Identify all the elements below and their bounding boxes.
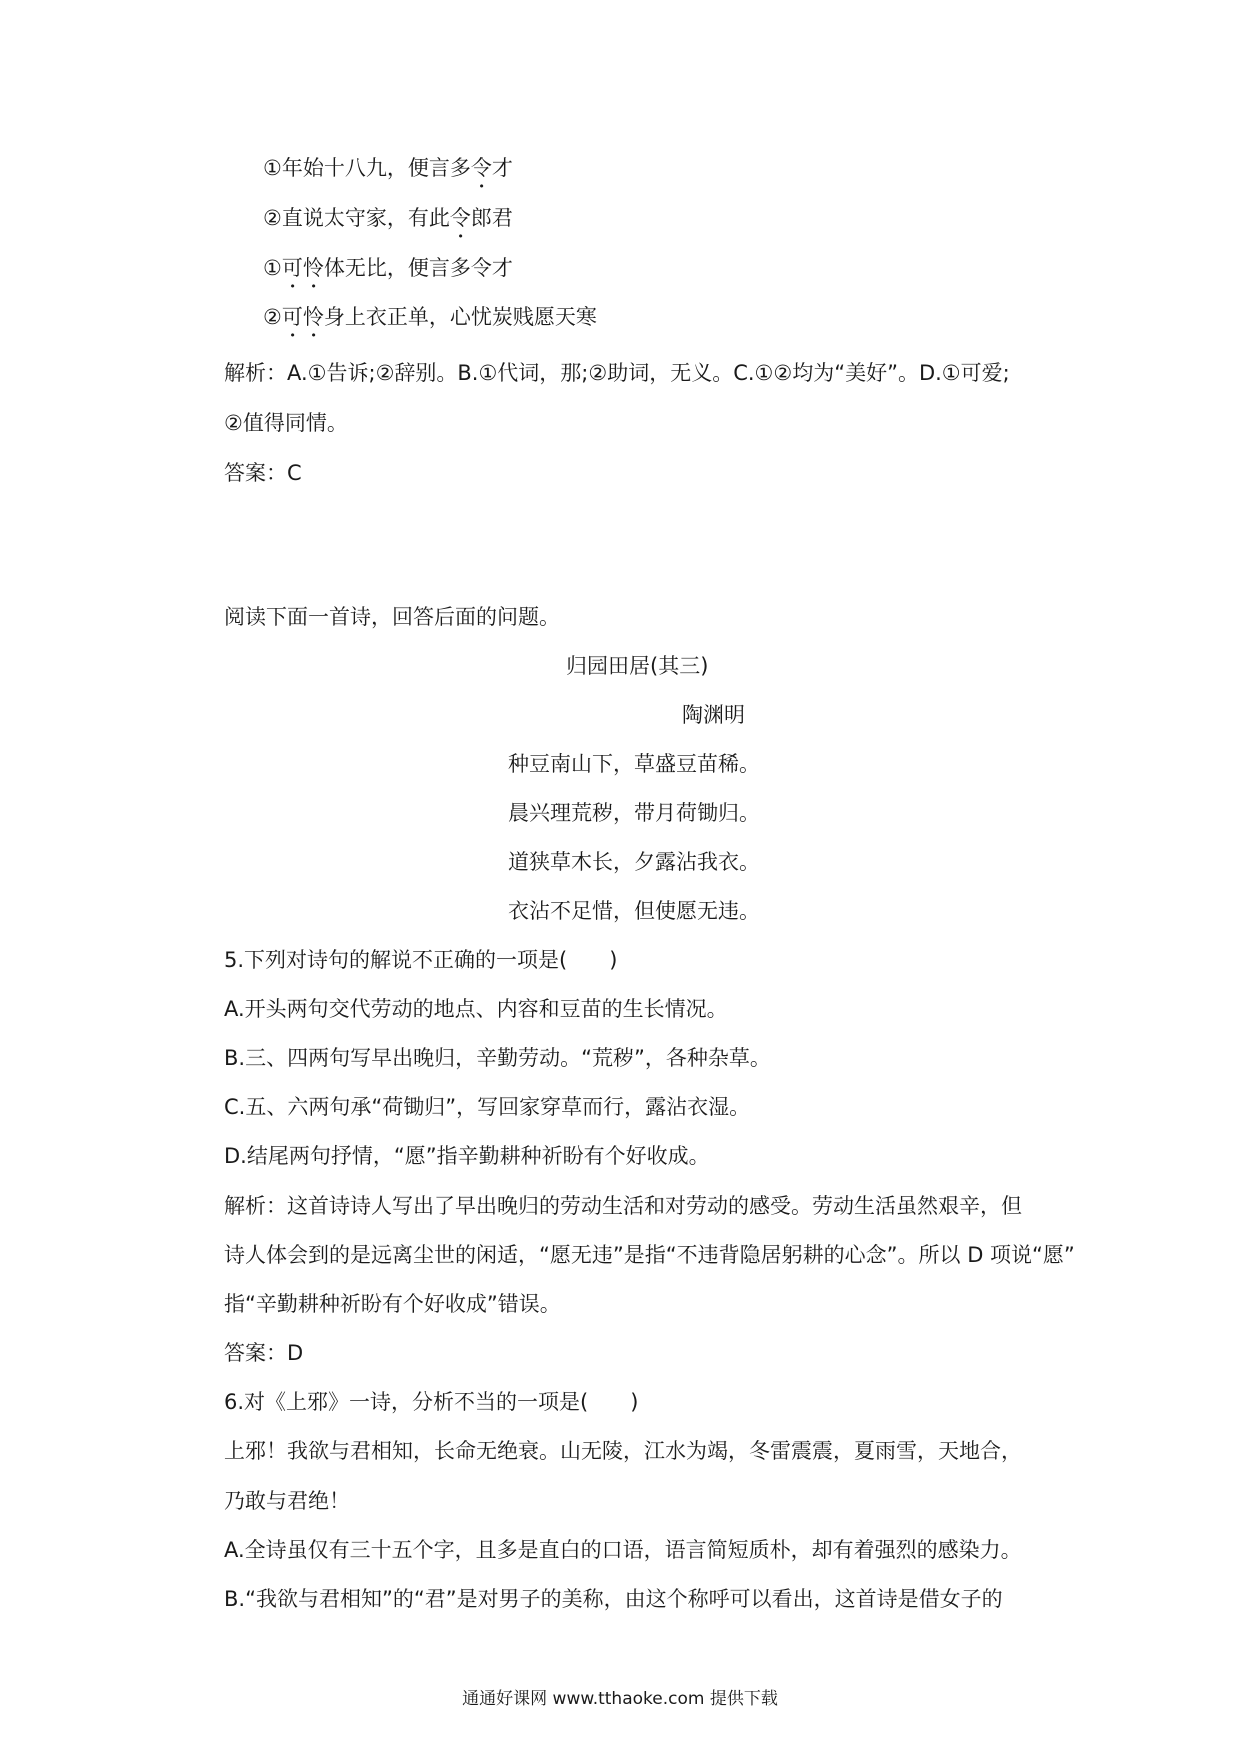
- option-c1-post: 才: [491, 156, 513, 180]
- option-d2-dot: 可怜: [281, 305, 324, 329]
- option-c2-dot: 令: [449, 206, 471, 230]
- q5-analysis-line3: 指“辛勤耕种祈盼有个好收成”错误。: [224, 1292, 561, 1316]
- option-d2: [263, 302, 597, 342]
- q5-analysis-line1: 解析：这首诗诗人写出了早出晚归的劳动生活和对劳动的感受。劳动生活虽然艰辛，但: [224, 1194, 1022, 1218]
- poem-line-3: 道狭草木长，夕露沾我衣。: [508, 850, 760, 874]
- q4-analysis-line1: 解析：A.①告诉;②辞别。B.①代词，那;②助词，无义。C.①②均为“美好”。D.①可爱;: [224, 361, 1010, 385]
- q5-analysis-line2: 诗人体会到的是远离尘世的闲适，“愿无违”是指“不违背隐居躬耕的心念”。所以 D 项说“愿”: [224, 1243, 1075, 1267]
- poem-line-2: 晨兴理荒秽，带月荷锄归。: [508, 801, 760, 825]
- q4-answer: 答案：C: [224, 461, 302, 485]
- q6-stem: 6.对《上邪》一诗，分析不当的一项是( ): [224, 1390, 639, 1414]
- option-c1-dot: 令: [470, 156, 492, 180]
- q5-answer: 答案：D: [224, 1341, 304, 1365]
- option-d1-dot: 可怜: [281, 256, 324, 280]
- option-c1-pre: ①年始十八九，便言多: [263, 156, 471, 180]
- poem-author: 陶渊明: [682, 703, 745, 727]
- option-c2-pre: ②直说太守家，有此: [263, 206, 450, 230]
- q5-option-d: D.结尾两句抒情，“愿”指辛勤耕种祈盼有个好收成。: [224, 1144, 710, 1168]
- q6-poem-line2: 乃敢与君绝！: [224, 1489, 350, 1513]
- option-d1-post: 体无比，便言多令才: [323, 256, 513, 280]
- poem-line-4: 衣沾不足惜，但使愿无违。: [508, 899, 760, 923]
- q5-option-b: B.三、四两句写早出晚归，辛勤劳动。“荒秽”，各种杂草。: [224, 1046, 771, 1070]
- q4-analysis-line2: ②值得同情。: [224, 411, 348, 435]
- poem-title: 归园田居(其三): [566, 654, 709, 678]
- q6-option-a: A.全诗虽仅有三十五个字，且多是直白的口语，语言简短质朴，却有着强烈的感染力。: [224, 1538, 1022, 1562]
- page-footer: 通通好课网 www.tthaoke.com 提供下载: [462, 1689, 778, 1709]
- q5-option-a: A.开头两句交代劳动的地点、内容和豆苗的生长情况。: [224, 997, 728, 1021]
- option-c2-post: 郎君: [470, 206, 513, 230]
- option-d1: [263, 253, 513, 293]
- q6-option-b: B.“我欲与君相知”的“君”是对男子的美称，由这个称呼可以看出，这首诗是借女子的: [224, 1587, 1003, 1611]
- option-d1-pre: ①: [263, 256, 282, 280]
- q5-stem: 5.下列对诗句的解说不正确的一项是( ): [224, 948, 618, 972]
- poem-line-1: 种豆南山下，草盛豆苗稀。: [508, 752, 760, 776]
- option-d2-pre: ②: [263, 305, 282, 329]
- option-c2: [263, 203, 513, 243]
- reading-intro: 阅读下面一首诗，回答后面的问题。: [224, 605, 560, 629]
- q6-poem-line1: 上邪！我欲与君相知，长命无绝衰。山无陵，江水为竭，冬雷震震，夏雨雪，天地合，: [224, 1439, 1022, 1463]
- option-d2-post: 身上衣正单，心忧炭贱愿天寒: [323, 305, 597, 329]
- q5-option-c: C.五、六两句承“荷锄归”，写回家穿草而行，露沾衣湿。: [224, 1095, 751, 1119]
- option-c1: [263, 153, 513, 193]
